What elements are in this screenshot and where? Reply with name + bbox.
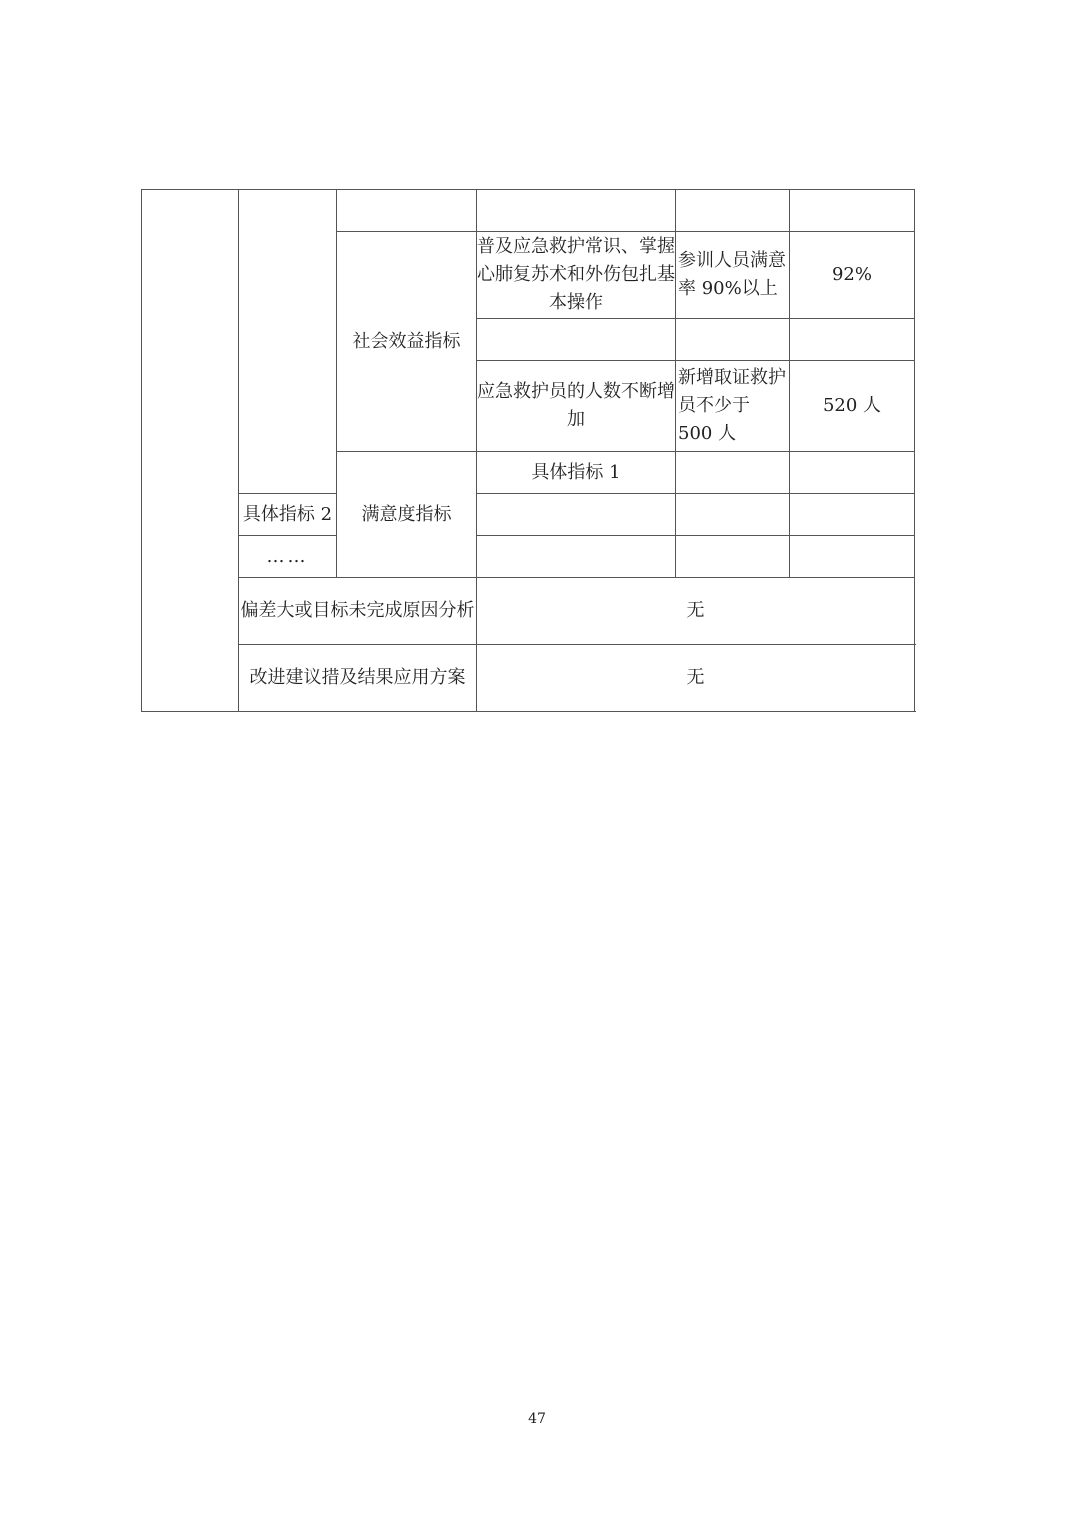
rescuers-target-cell: 新增取证救护员不少于 500 人 (676, 361, 790, 452)
satisfaction-item-cell: …… (239, 536, 337, 578)
performance-table (141, 189, 915, 712)
page-number: 47 (528, 1411, 546, 1427)
satisfaction-item-cell: 具体指标 1 (477, 452, 676, 494)
improvement-label: 改进建议措及结果应用方案 (239, 645, 477, 712)
empty-cell (676, 494, 790, 536)
empty-cell (790, 190, 915, 232)
table-row (142, 190, 915, 232)
empty-cell (790, 452, 915, 494)
improvement-value: 无 (477, 645, 915, 712)
empty-cell (477, 190, 676, 232)
empty-cell (790, 319, 915, 361)
table-row (142, 645, 915, 712)
satisfaction-item-cell: 具体指标 2 (239, 494, 337, 536)
empty-cell (676, 536, 790, 578)
training-target-cell: 参训人员满意率 90%以上 (676, 232, 790, 319)
empty-cell (477, 494, 676, 536)
empty-cell (477, 536, 676, 578)
rescuers-content-cell: 应急救护员的人数不断增加 (477, 361, 676, 452)
empty-cell (676, 190, 790, 232)
training-actual-cell: 92% (790, 232, 915, 319)
table-row (142, 536, 915, 578)
empty-cell (337, 190, 477, 232)
empty-cell (676, 319, 790, 361)
empty-cell (477, 319, 676, 361)
empty-cell (142, 190, 239, 712)
empty-cell (790, 536, 915, 578)
social-benefit-label: 社会效益指标 (337, 232, 477, 452)
empty-cell (239, 190, 337, 494)
satisfaction-label: 满意度指标 (337, 452, 477, 578)
empty-cell (790, 494, 915, 536)
deviation-value: 无 (477, 578, 915, 645)
table-row (142, 494, 915, 536)
rescuers-actual-cell: 520 人 (790, 361, 915, 452)
training-content-cell: 普及应急救护常识、掌握心肺复苏术和外伤包扎基本操作 (477, 232, 676, 319)
deviation-label: 偏差大或目标未完成原因分析 (239, 578, 477, 645)
table-row (142, 578, 915, 645)
empty-cell (676, 452, 790, 494)
